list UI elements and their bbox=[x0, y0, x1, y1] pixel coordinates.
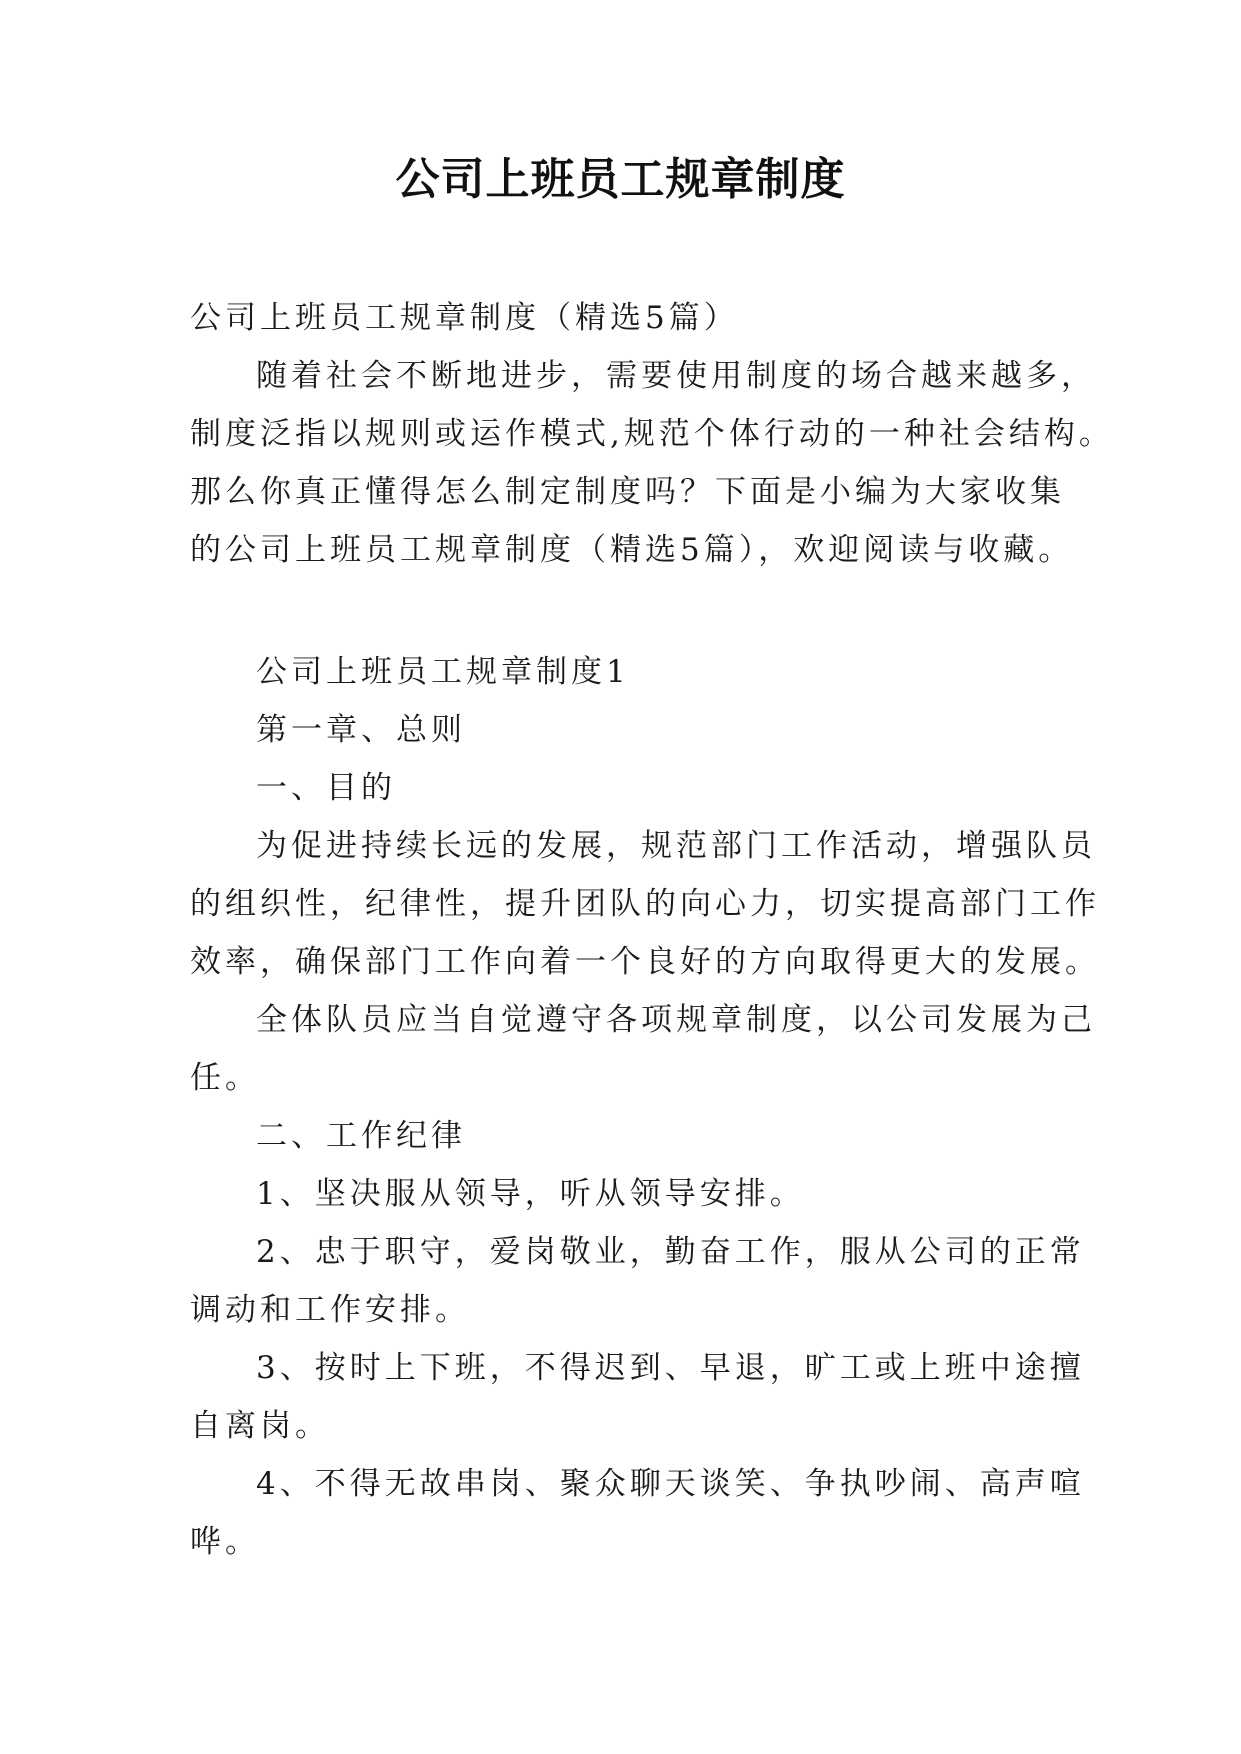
compliance-paragraph bbox=[190, 991, 1096, 1107]
purpose-paragraph bbox=[190, 817, 1100, 991]
intro-line: 制度泛指以规则或运作模式,规范个体行动的一种社会结构。 bbox=[190, 416, 1114, 452]
intro-line: 那么你真正懂得怎么制定制度吗？下面是小编为大家收集 bbox=[190, 474, 1065, 510]
discipline-heading: 二、工作纪律 bbox=[256, 1118, 466, 1154]
intro-paragraph bbox=[190, 347, 1114, 579]
purpose-line: 的组织性，纪律性，提升团队的向心力，切实提高部门工作 bbox=[190, 886, 1100, 922]
purpose-heading: 一、目的 bbox=[256, 770, 396, 806]
rule-line: 2、忠于职守，爱岗敬业，勤奋工作，服从公司的正常 bbox=[256, 1234, 1085, 1270]
section-heading: 公司上班员工规章制度1 bbox=[256, 654, 630, 690]
compliance-line: 全体队员应当自觉遵守各项规章制度，以公司发展为己 bbox=[256, 1002, 1096, 1038]
document-body bbox=[190, 289, 1114, 1571]
rule-line: 哗。 bbox=[190, 1524, 260, 1560]
compliance-line: 任。 bbox=[190, 1060, 260, 1096]
chapter-heading: 第一章、总则 bbox=[256, 712, 466, 748]
rule-line: 调动和工作安排。 bbox=[190, 1292, 470, 1328]
rule-line: 1、坚决服从领导，听从领导安排。 bbox=[256, 1176, 805, 1212]
purpose-line: 为促进持续长远的发展，规范部门工作活动，增强队员 bbox=[256, 828, 1096, 864]
rule-item bbox=[190, 1339, 1085, 1455]
rule-item bbox=[190, 1455, 1085, 1571]
rule-line: 3、按时上下班，不得迟到、早退，旷工或上班中途擅 bbox=[256, 1350, 1085, 1386]
document-subtitle: 公司上班员工规章制度（精选5篇） bbox=[190, 300, 739, 336]
rule-line: 自离岗。 bbox=[190, 1408, 330, 1444]
rule-item bbox=[190, 1165, 1062, 1223]
purpose-line: 效率，确保部门工作向着一个良好的方向取得更大的发展。 bbox=[190, 944, 1100, 980]
intro-line: 随着社会不断地进步，需要使用制度的场合越来越多， bbox=[256, 358, 1096, 394]
rule-item bbox=[190, 1223, 1085, 1339]
document-title: 公司上班员工规章制度 bbox=[395, 154, 846, 205]
section-spacer bbox=[190, 579, 1062, 643]
rule-line: 4、不得无故串岗、聚众聊天谈笑、争执吵闹、高声喧 bbox=[256, 1466, 1085, 1502]
intro-line: 的公司上班员工规章制度（精选5篇），欢迎阅读与收藏。 bbox=[190, 532, 1074, 568]
